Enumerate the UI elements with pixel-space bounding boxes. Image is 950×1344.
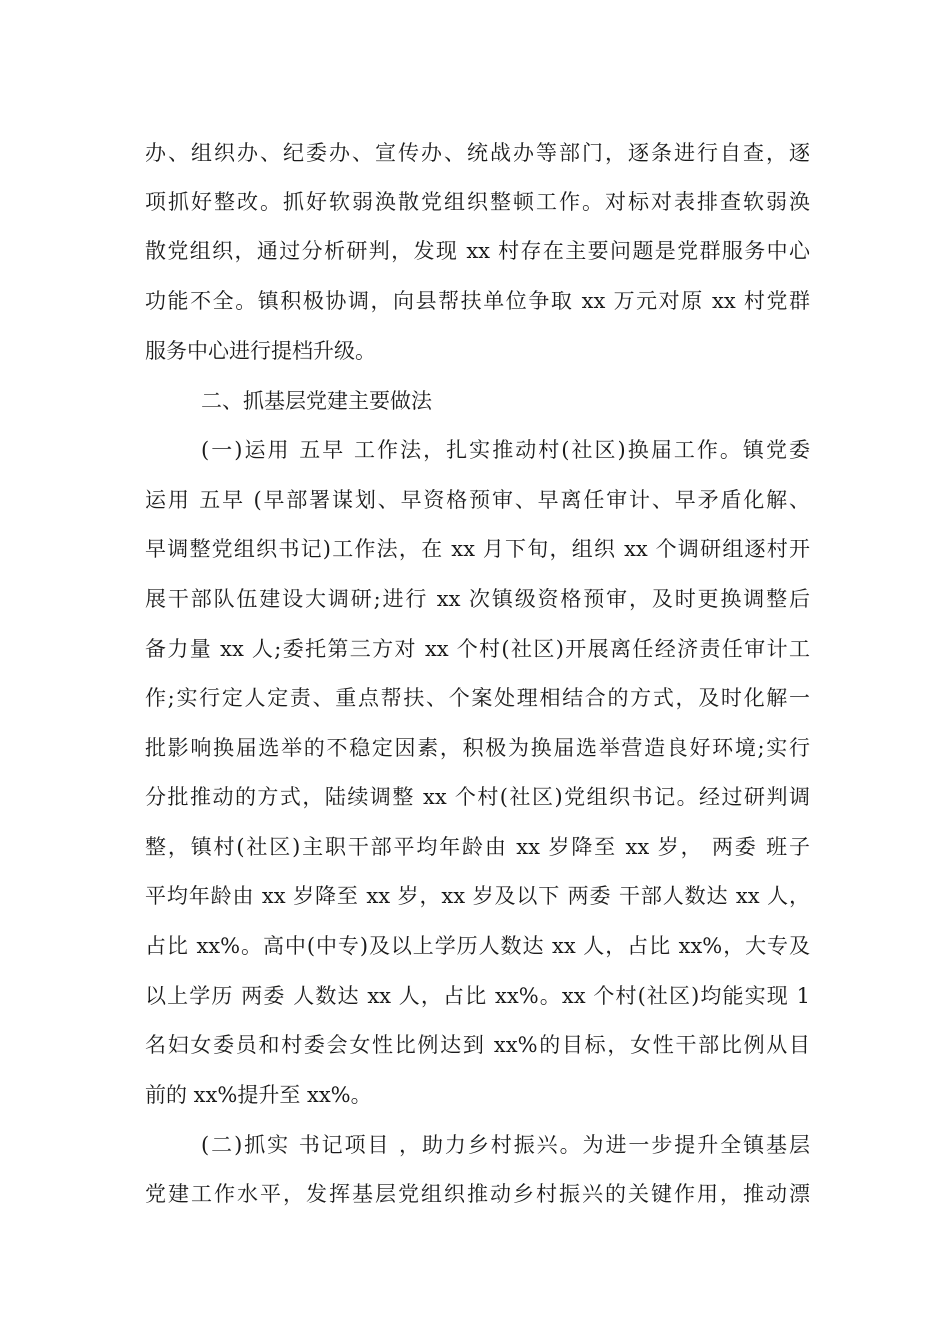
text-line: 运用 五早 (早部署谋划、早资格预审、早离任审计、早矛盾化解、 — [145, 488, 810, 512]
text-line: 备力量 xx 人;委托第三方对 xx 个村(社区)开展离任经济责任审计工 — [145, 637, 810, 661]
text-line: 分批推动的方式，陆续调整 xx 个村(社区)党组织书记。经过研判调 — [145, 785, 810, 809]
text-line: 早调整党组织书记)工作法，在 xx 月下旬，组织 xx 个调研组逐村开 — [145, 537, 810, 561]
text-line: 批影响换届选举的不稳定因素，积极为换届选举营造良好环境;实行 — [145, 736, 810, 760]
text-line: 展干部队伍建设大调研;进行 xx 次镇级资格预审，及时更换调整后 — [145, 587, 810, 611]
text-line: 前的 xx%提升至 xx%。 — [145, 1083, 372, 1107]
text-line: 办、组织办、纪委办、宣传办、统战办等部门，逐条进行自查，逐 — [145, 141, 810, 165]
text-line: 以上学历 两委 人数达 xx 人，占比 xx%。xx 个村(社区)均能实现 1 — [145, 984, 810, 1008]
text-line: 党建工作水平，发挥基层党组织推动乡村振兴的关键作用，推动漂 — [145, 1182, 810, 1206]
text-line: 服务中心进行提档升级。 — [145, 339, 376, 363]
text-line: 散党组织，通过分析研判，发现 xx 村存在主要问题是党群服务中心 — [145, 239, 810, 263]
section-heading: 二、抓基层党建主要做法 — [201, 389, 432, 413]
text-line: 名妇女委员和村委会女性比例达到 xx%的目标，女性干部比例从目 — [145, 1033, 810, 1057]
text-line: 平均年龄由 xx 岁降至 xx 岁，xx 岁及以下 两委 干部人数达 xx 人， — [145, 884, 810, 908]
text-line: 整，镇村(社区)主职干部平均年龄由 xx 岁降至 xx 岁， 两委 班子 — [145, 835, 810, 859]
text-line: 项抓好整改。抓好软弱涣散党组织整顿工作。对标对表排查软弱涣 — [145, 190, 810, 214]
text-line: 作;实行定人定责、重点帮扶、个案处理相结合的方式，及时化解一 — [145, 686, 810, 710]
text-line: 功能不全。镇积极协调，向县帮扶单位争取 xx 万元对原 xx 村党群 — [145, 289, 810, 313]
text-line: (二)抓实 书记项目 ，助力乡村振兴。为进一步提升全镇基层 — [201, 1133, 810, 1157]
text-line: 占比 xx%。高中(中专)及以上学历人数达 xx 人，占比 xx%，大专及 — [145, 934, 810, 958]
text-line: (一)运用 五早 工作法，扎实推动村(社区)换届工作。镇党委 — [201, 438, 810, 462]
